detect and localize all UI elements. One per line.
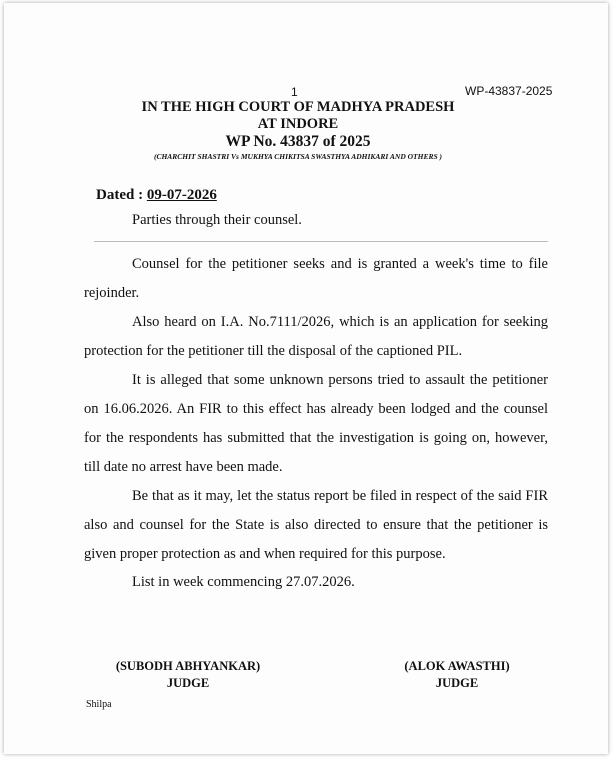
order-date-label: Dated : (96, 187, 147, 203)
order-paragraph: Counsel for the petitioner seeks and is granted a week's time to file rejoinder. (84, 256, 548, 301)
judge-2-name: (ALOK AWASTHI) (404, 659, 510, 673)
divider (94, 241, 548, 242)
typist-initials: Shilpa (86, 699, 112, 710)
judge-2-title: JUDGE (435, 676, 479, 690)
order-paragraph: It is alleged that some unknown persons tried to assault the petitioner on 16.06.2026. An FIR to this effect has already been lodged and the counsel for the respondents has submitted that the investigation is going on, however, till date no arrest have been made. (84, 372, 548, 475)
order-date-value: 09-07-2026 (146, 187, 217, 203)
order-date (96, 187, 217, 204)
document-page (4, 3, 608, 754)
case-parties: (CHARCHIT SHASTRI Vs MUKHYA CHIKITSA SWASTHYA ADHIKARI AND OTHERS ) (153, 152, 443, 161)
case-reference: WP-43837-2025 (465, 84, 553, 98)
judge-1-name: (SUBODH ABHYANKAR) (115, 659, 261, 673)
order-paragraph: Be that as it may, let the status report be filed in respect of the said FIR also and counsel for the State is also directed to ensure that the petitioner is given proper protection as and when required for this purpose. (84, 488, 548, 562)
court-name: IN THE HIGH COURT OF MADHYA PRADESH (141, 99, 455, 115)
case-number: WP No. 43837 of 2025 (225, 133, 371, 150)
judge-1-title: JUDGE (166, 676, 210, 690)
appearance-line: Parties through their counsel. (132, 212, 302, 228)
order-paragraph: List in week commencing 27.07.2026. (132, 574, 355, 590)
page-number: 1 (291, 85, 298, 99)
court-bench: AT INDORE (257, 116, 339, 132)
order-paragraph: Also heard on I.A. No.7111/2026, which is an application for seeking protection for the petitioner till the disposal of the captioned PIL. (84, 314, 548, 359)
